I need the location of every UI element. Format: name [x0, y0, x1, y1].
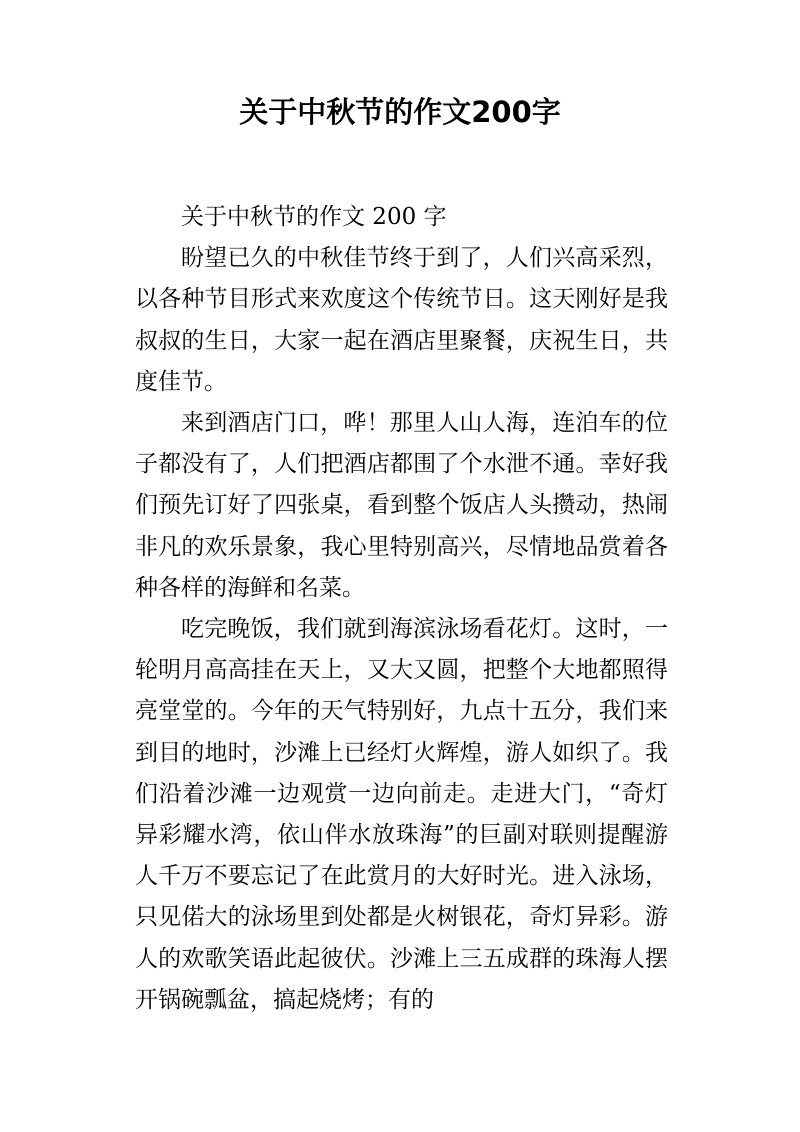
paragraph-3: 吃完晚饭，我们就到海滨泳场看花灯。这时，一轮明月高高挂在天上，又大又圆，把整个大地都照得亮堂堂的。今年的天气特别好，九点十五分，我们来到目的地时，沙滩上已经灯火辉煌，游人如织了。我们沿着沙滩一边观赏一边向前走。走进大门，“奇灯异彩耀水湾，依山伴水放珠海”的巨副对联则提醒游人千万不要忘记了在此赏月的大好时光。进入泳场，只见偌大的泳场里到处都是火树银花，奇灯异彩。游人的欢歌笑语此起彼伏。沙滩上三五成群的珠海人摆开锅碗瓢盆，搞起烧烤；有的 — [135, 616, 668, 1013]
document-body — [135, 197, 668, 1021]
paragraph-1: 盼望已久的中秋佳节终于到了，人们兴高采烈，以各种节目形式来欢度这个传统节日。这天刚好是我叔叔的生日，大家一起在酒店里聚餐，庆祝生日，共度佳节。 — [135, 245, 668, 395]
paragraph-2: 来到酒店门口，哗！那里人山人海，连泊车的位子都没有了，人们把酒店都围了个水泄不通。幸好我们预先订好了四张桌，看到整个饭店人头攒动，热闹非凡的欢乐景象，我心里特别高兴，尽情地品赏着各种各样的海鲜和名菜。 — [135, 410, 668, 601]
document-title: 关于中秋节的作文200字 — [239, 95, 561, 129]
paragraph-subtitle: 关于中秋节的作文 200 字 — [181, 204, 447, 230]
